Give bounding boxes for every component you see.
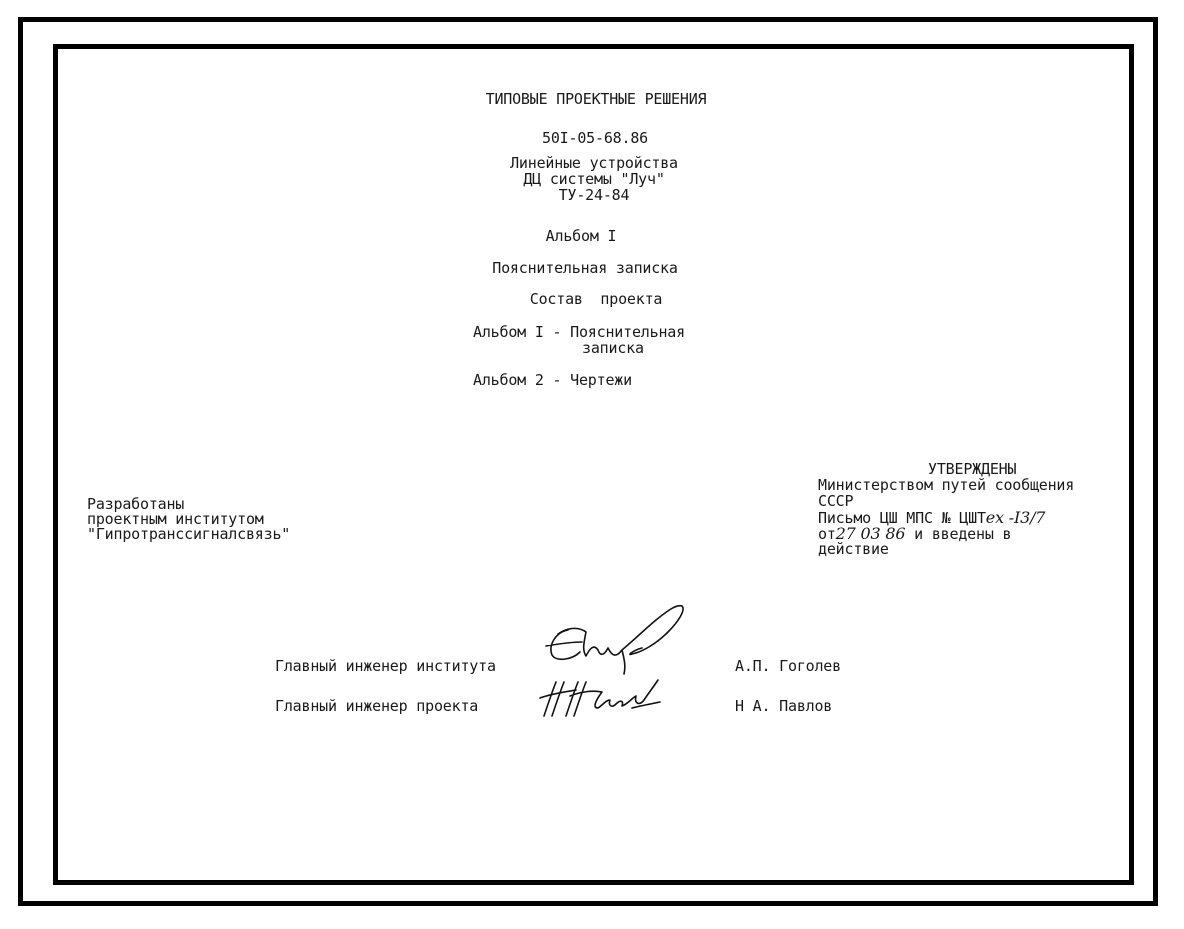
signature-name-1: А.П. Гоголев (735, 657, 841, 675)
contents-item-1-cont: записка (582, 339, 644, 357)
series-title: ТИПОВЫЕ ПРОЕКТНЫЕ РЕШЕНИЯ (485, 90, 707, 108)
handwritten-signature-1 (538, 600, 688, 680)
developed-line-2: проектным институтом (87, 510, 264, 528)
subject-line-1: Линейные устройства (510, 154, 678, 172)
document-code: 50I-05-68.86 (542, 129, 648, 147)
subject-line-3: ТУ-24-84 (558, 186, 630, 204)
contents-heading: Состав проекта (529, 290, 663, 308)
approved-date: 27 03 86 (835, 524, 906, 543)
approved-line-4-rest: и введены в (914, 525, 1012, 543)
approved-line-2: СССР (818, 492, 854, 510)
approved-line-5: действие (818, 540, 889, 558)
approved-line-1: Министерством путей сообщения (818, 476, 1075, 494)
developed-line-3: "Гипротранссигналсвязь" (87, 525, 291, 543)
handwritten-signature-2 (536, 676, 666, 726)
approved-letter-number: ex -I3/7 (985, 508, 1046, 527)
signature-name-2: Н А. Павлов (735, 697, 833, 715)
subject-line-2: ДЦ системы "Луч" (523, 170, 665, 188)
contents-item-1: Альбом I - Пояснительная (473, 323, 685, 341)
signature-role-1: Главный инженер института (275, 657, 496, 675)
album-title: Альбом I (545, 227, 617, 245)
approved-from-label: от (818, 525, 836, 543)
approved-letter-label: Письмо ЦШ МПС № ЦШТ (818, 509, 986, 527)
contents-item-2: Альбом 2 - Чертежи (473, 371, 632, 389)
approved-heading: УТВЕРЖДЕНЫ (928, 460, 1017, 478)
signature-role-2: Главный инженер проекта (275, 697, 479, 715)
album-name: Пояснительная записка (492, 259, 678, 277)
developed-line-1: Разработаны (87, 495, 185, 513)
